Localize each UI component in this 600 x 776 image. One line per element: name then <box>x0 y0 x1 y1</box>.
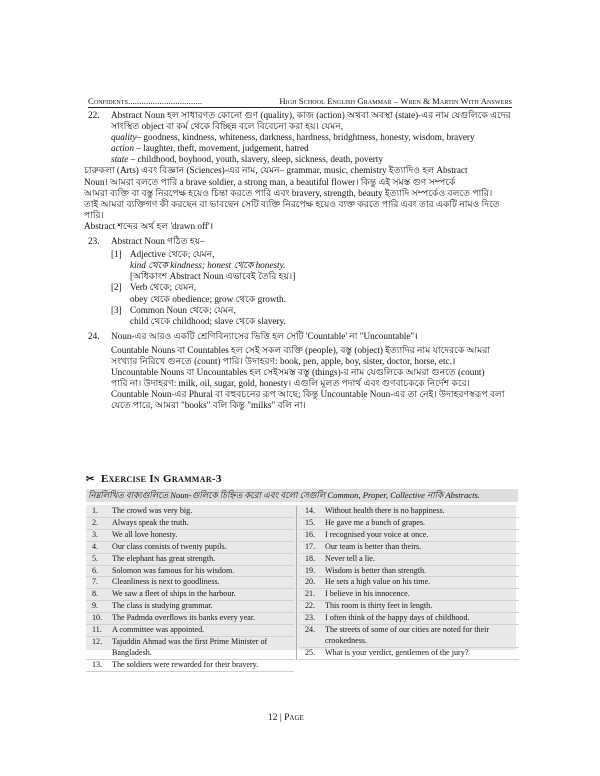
exercise-title: Exercise In Grammar-3 <box>101 473 222 485</box>
text-line: চারুকলা (Arts) এবং বিজ্ঞান (Sciences)-এর নাম, যেমন– grammar, music, chemistry ইত্যাদিও হল Abstract <box>84 165 468 176</box>
exercise-sentence: Never tell a lie. <box>325 553 375 563</box>
exercise-number: 1. <box>92 506 99 515</box>
exercise-heading <box>86 473 222 485</box>
exercise-row <box>299 589 519 601</box>
text-line: যেতে পারে, আমরা "books" বলি কিন্তু "milks" বলি না। <box>111 400 306 411</box>
exercise-row <box>299 613 519 625</box>
state-line <box>111 154 516 165</box>
exercise-sentence: The elephant has great strength. <box>112 553 216 563</box>
exercise-row <box>86 530 294 542</box>
text-line: Abstract শব্দের অর্থ হল 'drawn off'। <box>84 220 214 231</box>
exercise-row <box>299 577 519 589</box>
text-line: obey থেকে obedience; grow থেকে growth. <box>130 293 286 304</box>
text-line: Adjective থেকে; যেমন, <box>130 249 215 260</box>
exercise-row <box>86 625 294 637</box>
exercise-number: 11. <box>92 625 102 635</box>
action-text: – laughter, theft, movement, judgement, hatred <box>133 143 309 154</box>
exercise-number: 24. <box>305 625 316 635</box>
text-line: Abstract Noun হল সাধারণত কোনো গুণ (quality), কাজ (action) অথবা অবস্থা (state)-এর নাম যেগুলিকে এদের <box>111 110 511 120</box>
item-number: 24. <box>88 330 100 341</box>
exercise-sentence: A committee was appointed. <box>112 625 205 635</box>
text-line: Abstract Noun গঠিত হয়– <box>111 236 205 247</box>
exercise-number: 3. <box>92 529 99 539</box>
exercise-number: 23. <box>305 613 316 623</box>
text-line: তাই আমরা ব্যক্তিগণ কী করছেন বা ভাবছেন সেটি ব্যক্তি নিরপেক্ষ হয়েও ব্যক্ত করতে পারি এবং তার একটি নামও দিতে পারি। <box>84 198 500 220</box>
item-24 <box>84 331 516 412</box>
text-line: kind থেকে kindness; honest থেকে honesty. <box>130 260 286 271</box>
exercise-row <box>86 577 294 589</box>
exercise-number: 15. <box>305 517 316 527</box>
sub-item-3 <box>111 305 516 327</box>
exercise-row <box>86 589 294 601</box>
exercise-sentence: Our class consists of twenty pupils. <box>112 541 227 551</box>
running-header <box>88 96 512 108</box>
content-body <box>84 110 516 411</box>
sub-number: [2] <box>111 282 122 293</box>
exercise-sentence: The crowd was very big. <box>112 506 193 515</box>
exercise-row <box>86 660 294 672</box>
exercise-number: 2. <box>92 517 99 527</box>
exercise-row <box>86 637 294 660</box>
exercise-number: 12. <box>92 636 103 646</box>
text-line: Uncountable Nouns বা Uncountables হল সেইসমস্ত বস্তু (things)-র নাম যেগুলিকে আমরা গুনতে (count) <box>111 367 485 378</box>
action-label: action <box>111 143 134 154</box>
exercise-column-left <box>86 506 294 672</box>
exercise-number: 4. <box>92 541 99 551</box>
text-line: Noun। আমরা বলতে পারি a brave soldier, a strong man, a beautiful flower। কিন্তু এই সমস্ত গুণ সম্পর্কে <box>84 176 456 187</box>
exercise-sentence: What is your verdict, gentlemen of the jury? <box>325 647 469 657</box>
exercise-table <box>86 505 516 669</box>
state-label: state <box>111 154 129 165</box>
exercise-row <box>299 506 519 518</box>
exercise-row <box>86 518 294 530</box>
exercise-row <box>299 625 519 648</box>
exercise-sentence: We all love honesty. <box>112 529 178 539</box>
item-number: 23. <box>88 236 100 247</box>
exercise-number: 8. <box>92 589 99 599</box>
exercise-row <box>86 613 294 625</box>
text-line: Verb থেকে; যেমন, <box>130 282 197 293</box>
exercise-row <box>299 530 519 542</box>
exercise-number: 22. <box>305 601 316 611</box>
exercise-instruction: নিম্নলিখিত বাক্যগুলিতে Noun-গুলিকে চিহ্নিত করো এবং বলো সেগুলি Common, Proper, Collective নাকি Abstracts. <box>86 489 518 502</box>
exercise-number: 18. <box>305 553 316 563</box>
exercise-row <box>86 542 294 554</box>
exercise-number: 13. <box>92 659 103 669</box>
exercise-row <box>299 648 519 660</box>
text-line: Countable Nouns বা Countables হল সেই সকল ব্যক্তি (people), বস্তু (object) ইত্যাদির নাম যাদেরকে আমরা <box>111 344 491 355</box>
text-line: [অধিকাংশ Abstract Noun এভাবেই তৈরি হয়।] <box>130 271 296 282</box>
exercise-row <box>299 601 519 613</box>
exercise-row <box>86 601 294 613</box>
exercise-sentence: Our team is better than theirs. <box>325 541 422 551</box>
item-22 <box>84 110 516 232</box>
exercise-sentence: The streets of some of our cities are noted for their crookedness. <box>325 625 490 645</box>
text-line: আমরা ব্যক্তি বা বস্তু নিরপেক্ষ হয়েও চিন্তা করতে পারি এবং bravery, strength, beauty ইত্যাদি সম্পর্কেও বলতে পারি। <box>84 187 493 198</box>
exercise-row <box>86 566 294 578</box>
sub-number: [1] <box>111 249 122 260</box>
exercise-sentence: We saw a fleet of ships in the harbour. <box>112 589 236 599</box>
exercise-sentence: He gave me a bunch of grapes. <box>325 517 426 527</box>
text-line: পারি না। উদাহরণ: milk, oil, sugar, gold, honesty। এগুলি মূলত পদার্থ এবং গুণবাচককে নির্দেশ করে। <box>111 378 470 389</box>
sub-item-1 <box>111 249 516 282</box>
action-line <box>111 143 516 154</box>
exercise-number: 7. <box>92 577 99 587</box>
exercise-sentence: Tajuddin Ahmad was the first Prime Minister of Bangladesh. <box>112 636 268 657</box>
exercise-row <box>299 518 519 530</box>
exercise-number: 14. <box>305 506 316 515</box>
exercise-sentence: I believe in his innocence. <box>325 589 410 599</box>
text-line: সংখ্যার নিরিখে গুনতে (count) পারি। উদাহরণ: book, pen, apple, boy, sister, doctor, horse, etc.। <box>111 355 456 366</box>
exercise-row <box>86 506 294 518</box>
exercise-number: 21. <box>305 589 316 599</box>
exercise-number: 17. <box>305 541 316 551</box>
exercise-sentence: Wisdom is better than strength. <box>325 565 427 575</box>
exercise-number: 19. <box>305 565 316 575</box>
exercise-number: 10. <box>92 613 103 623</box>
page-footer: 12 | Page <box>268 713 304 723</box>
sub-number: [3] <box>111 304 122 315</box>
scissors-icon: ✂ <box>86 474 95 485</box>
exercise-sentence: Always speak the truth. <box>112 517 189 527</box>
state-text: – childhood, boyhood, youth, slavery, sleep, sickness, death, poverty <box>128 154 383 165</box>
quality-text: – goodness, kindness, whiteness, darkness, hardness, bridghtness, honesty, wisdom, bravery <box>136 132 475 143</box>
text-line: Common Noun থেকে; যেমন, <box>130 304 236 315</box>
exercise-number: 16. <box>305 529 316 539</box>
text-line: Noun-এর আরও একটি শ্রেণিবিন্যাসের ভিত্তি হল সেটি 'Countable' না "Uncountable"। <box>111 330 418 341</box>
exercise-sentence: I recognised your voice at once. <box>325 529 429 539</box>
text-line: সাংস্থিত object বা কর্ম থেকে বিচ্ছিন্ন বলে বিবেচনা করা হয়। যেমন, <box>111 121 344 132</box>
sub-item-2 <box>111 282 516 304</box>
header-right: High School English Grammar – Wren & Martin With Answers <box>279 96 512 106</box>
exercise-sentence: I often think of the happy days of childhood. <box>325 613 470 623</box>
exercise-sentence: The soldiers were rewarded for their bravery. <box>112 659 259 669</box>
exercise-row <box>299 554 519 566</box>
exercise-number: 5. <box>92 553 99 563</box>
exercise-sentence: The Padmda overflows its banks every year. <box>112 613 256 623</box>
exercise-number: 25. <box>305 647 316 657</box>
exercise-column-right <box>296 506 519 660</box>
exercise-row <box>299 542 519 554</box>
exercise-sentence: The class is studying grammar. <box>112 601 213 611</box>
exercise-sentence: Cleanliness is next to goodliness. <box>112 577 220 587</box>
exercise-sentence: This room is thirty feet in length. <box>325 601 433 611</box>
exercise-sentence: Without health there is no happiness. <box>325 506 445 515</box>
exercise-sentence: He sets a high value on his time. <box>325 577 431 587</box>
quality-label: quality <box>111 132 137 143</box>
exercise-row <box>299 566 519 578</box>
text-line: child থেকে childhood; slave থেকে slavery. <box>130 315 286 326</box>
exercise-number: 6. <box>92 565 99 575</box>
exercise-row <box>86 554 294 566</box>
item-number: 22. <box>88 110 100 120</box>
item-23 <box>84 236 516 327</box>
text-line: Countable Noun-এর Phural বা বহুবচনের রূপ আছে; কিন্তু Uncountable Noun-এর তা নেই। উদাহরণস্বরূপ বলা <box>111 389 505 400</box>
quality-line <box>111 132 516 143</box>
exercise-number: 20. <box>305 577 316 587</box>
exercise-sentence: Solomon was famous for his wisdom. <box>112 565 235 575</box>
header-left: Confidents................................. <box>88 96 203 106</box>
exercise-number: 9. <box>92 601 99 611</box>
